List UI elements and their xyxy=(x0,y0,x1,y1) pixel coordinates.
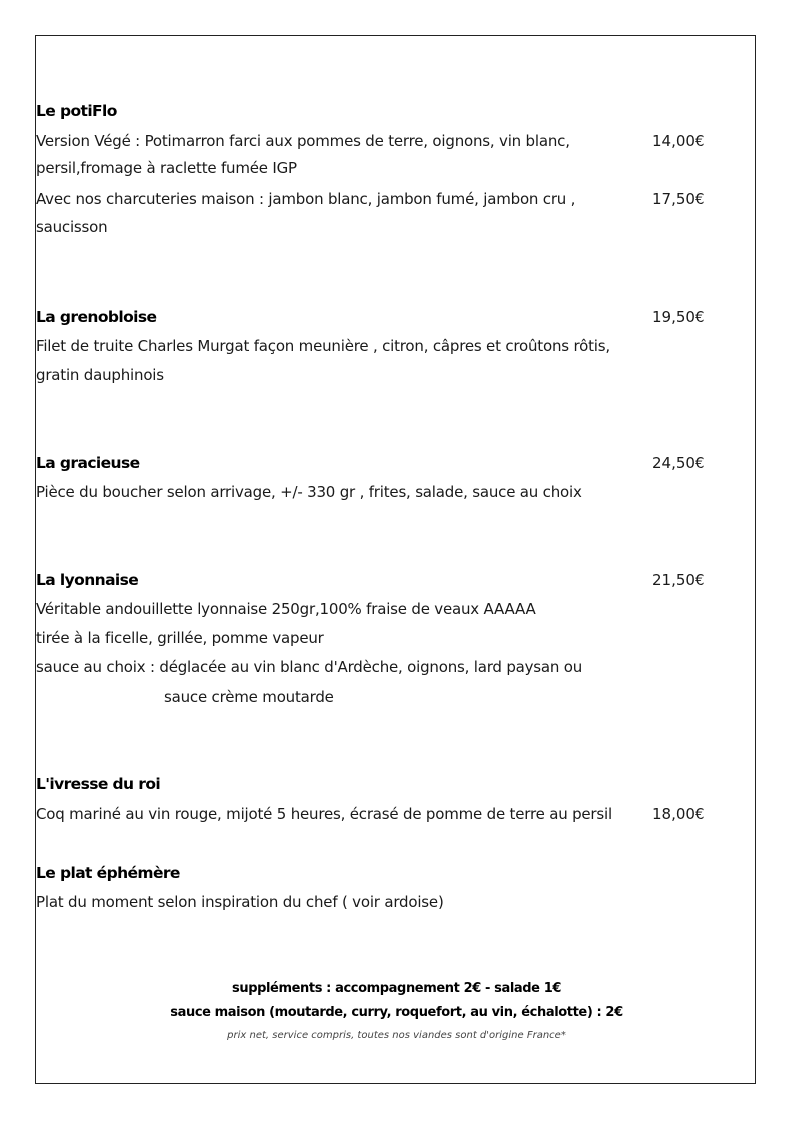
dish-description: sauce au choix : déglacée au vin blanc d'Ardèche, oignons, lard paysan ou xyxy=(36,658,583,676)
dish-description: Coq mariné au vin rouge, mijoté 5 heures, écrasé de pomme de terre au persil xyxy=(36,805,612,823)
dish-description: Véritable andouillette lyonnaise 250gr,100% fraise de veaux AAAAA xyxy=(36,600,536,618)
dish-description: gratin dauphinois xyxy=(36,366,164,384)
dish-description: Pièce du boucher selon arrivage, +/- 330 gr , frites, salade, sauce au choix xyxy=(36,483,582,501)
supplements-text: suppléments : accompagnement 2€ - salade 1€ xyxy=(232,981,561,996)
dish-price: 14,00€ xyxy=(652,132,705,150)
dish-title: Le potiFlo xyxy=(36,102,117,120)
dish-description: Filet de truite Charles Murgat façon meunière , citron, câpres et croûtons rôtis, xyxy=(36,337,610,355)
dish-title: La grenobloise xyxy=(36,308,157,326)
dish-title: Le plat éphémère xyxy=(36,864,180,882)
dish-title: La lyonnaise xyxy=(36,571,139,589)
dish-description: persil,fromage à raclette fumée IGP xyxy=(36,159,297,177)
dish-description: saucisson xyxy=(36,218,108,236)
dish-title: La gracieuse xyxy=(36,454,140,472)
dish-price: 24,50€ xyxy=(652,454,705,472)
sauces-text: sauce maison (moutarde, curry, roquefort, au vin, échalotte) : 2€ xyxy=(170,1005,623,1020)
dish-description: Plat du moment selon inspiration du chef ( voir ardoise) xyxy=(36,893,444,911)
dish-title: L'ivresse du roi xyxy=(36,775,161,793)
dish-description: tirée à la ficelle, grillée, pomme vapeur xyxy=(36,629,324,647)
dish-description: sauce crème moutarde xyxy=(164,688,334,706)
dish-description: Version Végé : Potimarron farci aux pommes de terre, oignons, vin blanc, xyxy=(36,132,570,150)
dish-price: 19,50€ xyxy=(652,308,705,326)
dish-description: Avec nos charcuteries maison : jambon blanc, jambon fumé, jambon cru , xyxy=(36,190,576,208)
dish-price: 21,50€ xyxy=(652,571,705,589)
dish-price: 17,50€ xyxy=(652,190,705,208)
price-note: prix net, service compris, toutes nos viandes sont d'origine France* xyxy=(227,1030,566,1041)
dish-price: 18,00€ xyxy=(652,805,705,823)
